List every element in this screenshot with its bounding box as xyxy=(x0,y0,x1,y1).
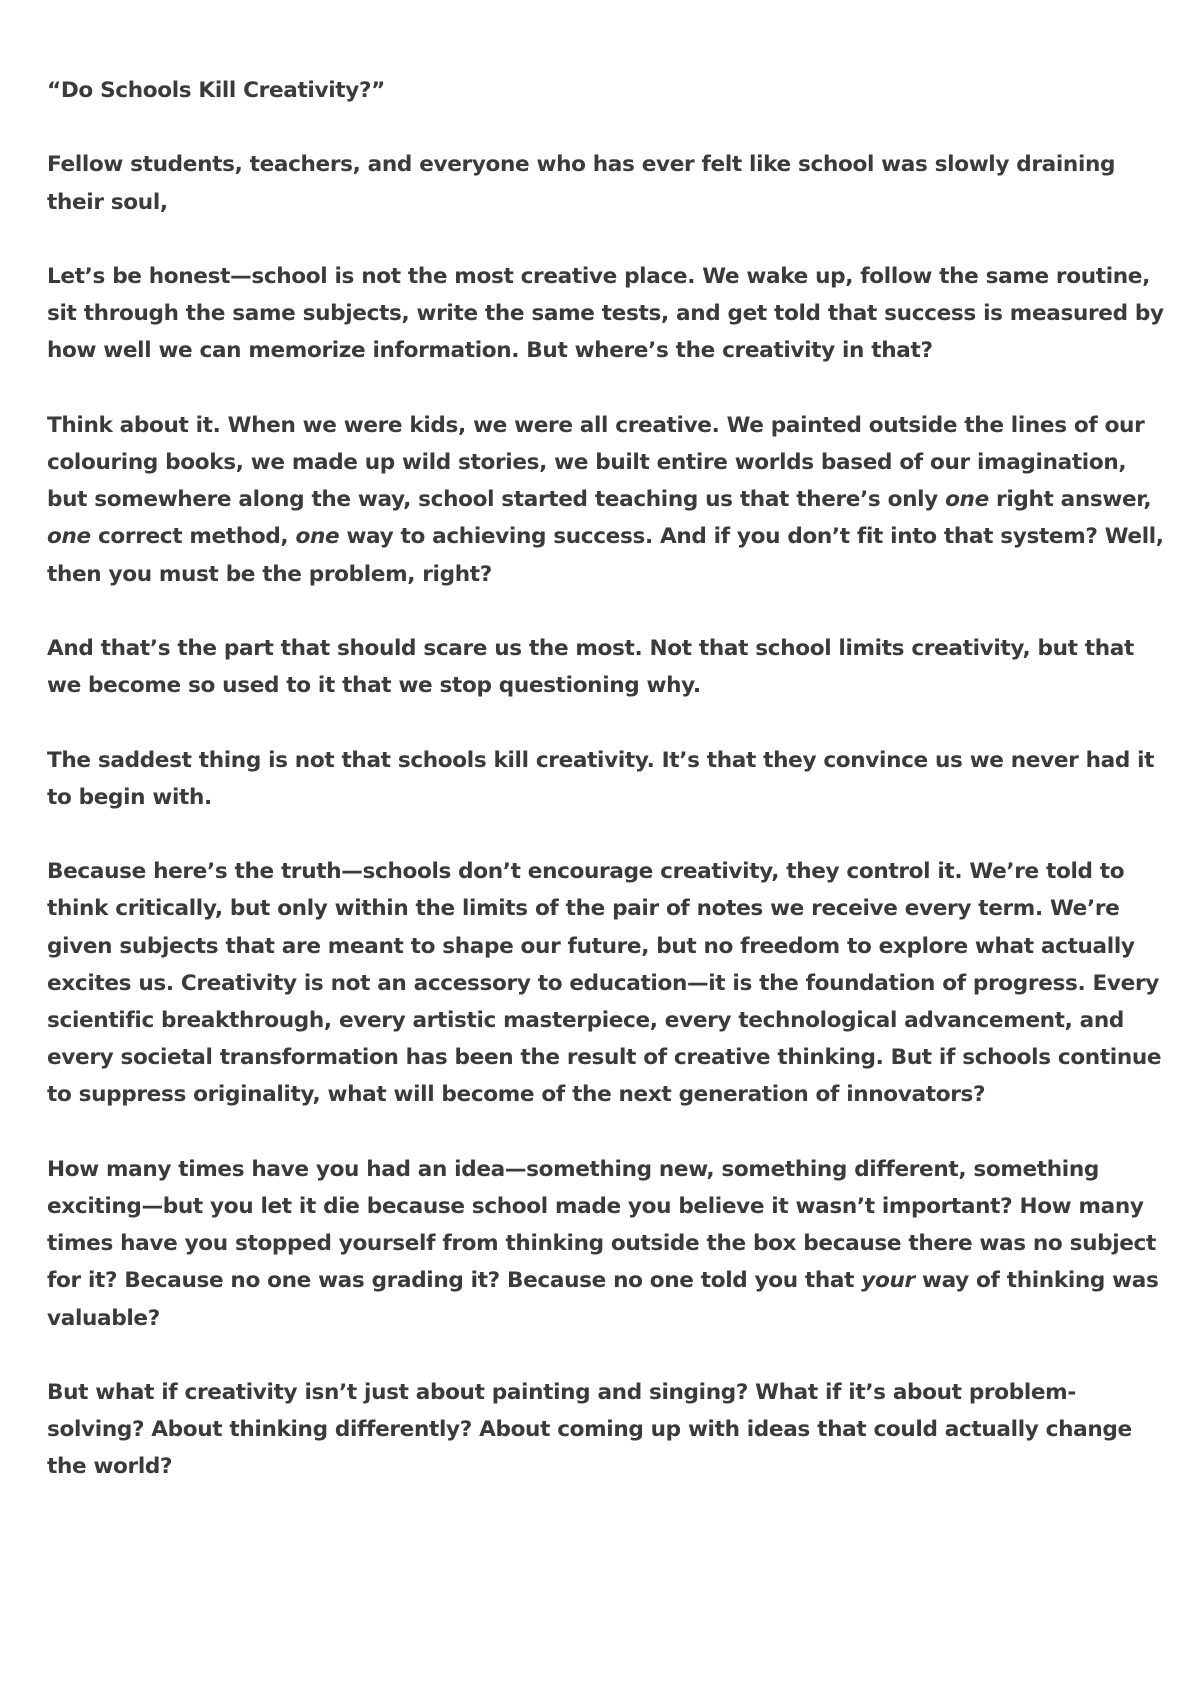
paragraph-7: But what if creativity isn’t just about painting and singing? What if it’s about problem-solving? About thinking differently? About coming up with ideas that could actually change the world? xyxy=(47,1379,1132,1480)
paragraph-2-text-a: Think about it. When we were kids, we were all creative. We painted outside the lines of our colouring books, we made up wild stories, we built entire worlds based of our imagination, but somewhere along the way, school started teaching us that there’s only xyxy=(47,412,1145,513)
document-title: “Do Schools Kill Creativity?” xyxy=(47,78,385,103)
paragraph-6 xyxy=(47,1151,1165,1337)
paragraph-1: Let’s be honest—school is not the most creative place. We wake up, follow the same routine, sit through the same subjects, write the same tests, and get told that success is measured by how well we can memorize information. But where’s the creativity in that? xyxy=(47,263,1164,364)
paragraph-6-emphasis-1: your xyxy=(861,1268,915,1294)
paragraph-6-text-b: way of thinking was valuable? xyxy=(47,1268,1159,1331)
paragraph-2-emphasis-1: one xyxy=(945,487,989,513)
paragraph-5: Because here’s the truth—schools don’t encourage creativity, they control it. We’re told to think critically, but only within the limits of the pair of notes we receive every term. We’re given subjects that are meant to shape our future, but no freedom to explore what actually excites us. Creativity is not an accessory to education—it is the foundation of progress. Every scientific breakthrough, every artistic masterpiece, every technological advancement, and every societal transformation has been the result of creative thinking. But if schools continue to suppress originality, what will become of the next generation of innovators? xyxy=(47,859,1162,1108)
paragraph-2-emphasis-3: one xyxy=(295,524,340,550)
paragraph-4: The saddest thing is not that schools kill creativity. It’s that they convince us we never had it to begin with. xyxy=(47,747,1155,810)
paragraph-3: And that’s the part that should scare us the most. Not that school limits creativity, but that we become so used to it that we stop questioning why. xyxy=(47,635,1134,699)
salutation: Fellow students, teachers, and everyone who has ever felt like school was slowly draining their soul, xyxy=(47,152,1116,215)
paragraph-2 xyxy=(47,407,1165,593)
paragraph-2-text-b: right answer, xyxy=(988,487,1152,513)
paragraph-2-emphasis-2: one xyxy=(47,524,91,550)
paragraph-2-text-d: way to achieving success. And if you don’t fit into that system? Well, then you must be the problem, right? xyxy=(47,524,1164,587)
paragraph-2-text-c: correct method, xyxy=(90,524,296,550)
document-body xyxy=(47,72,1165,1523)
paragraph-6-text-a: How many times have you had an idea—something new, something different, something exciting—but you let it die because school made you believe it wasn’t important? How many times have you stopped yourself from thinking outside the box because there was no subject for it? Because no one was grading it? Because no one told you that xyxy=(47,1156,1156,1294)
